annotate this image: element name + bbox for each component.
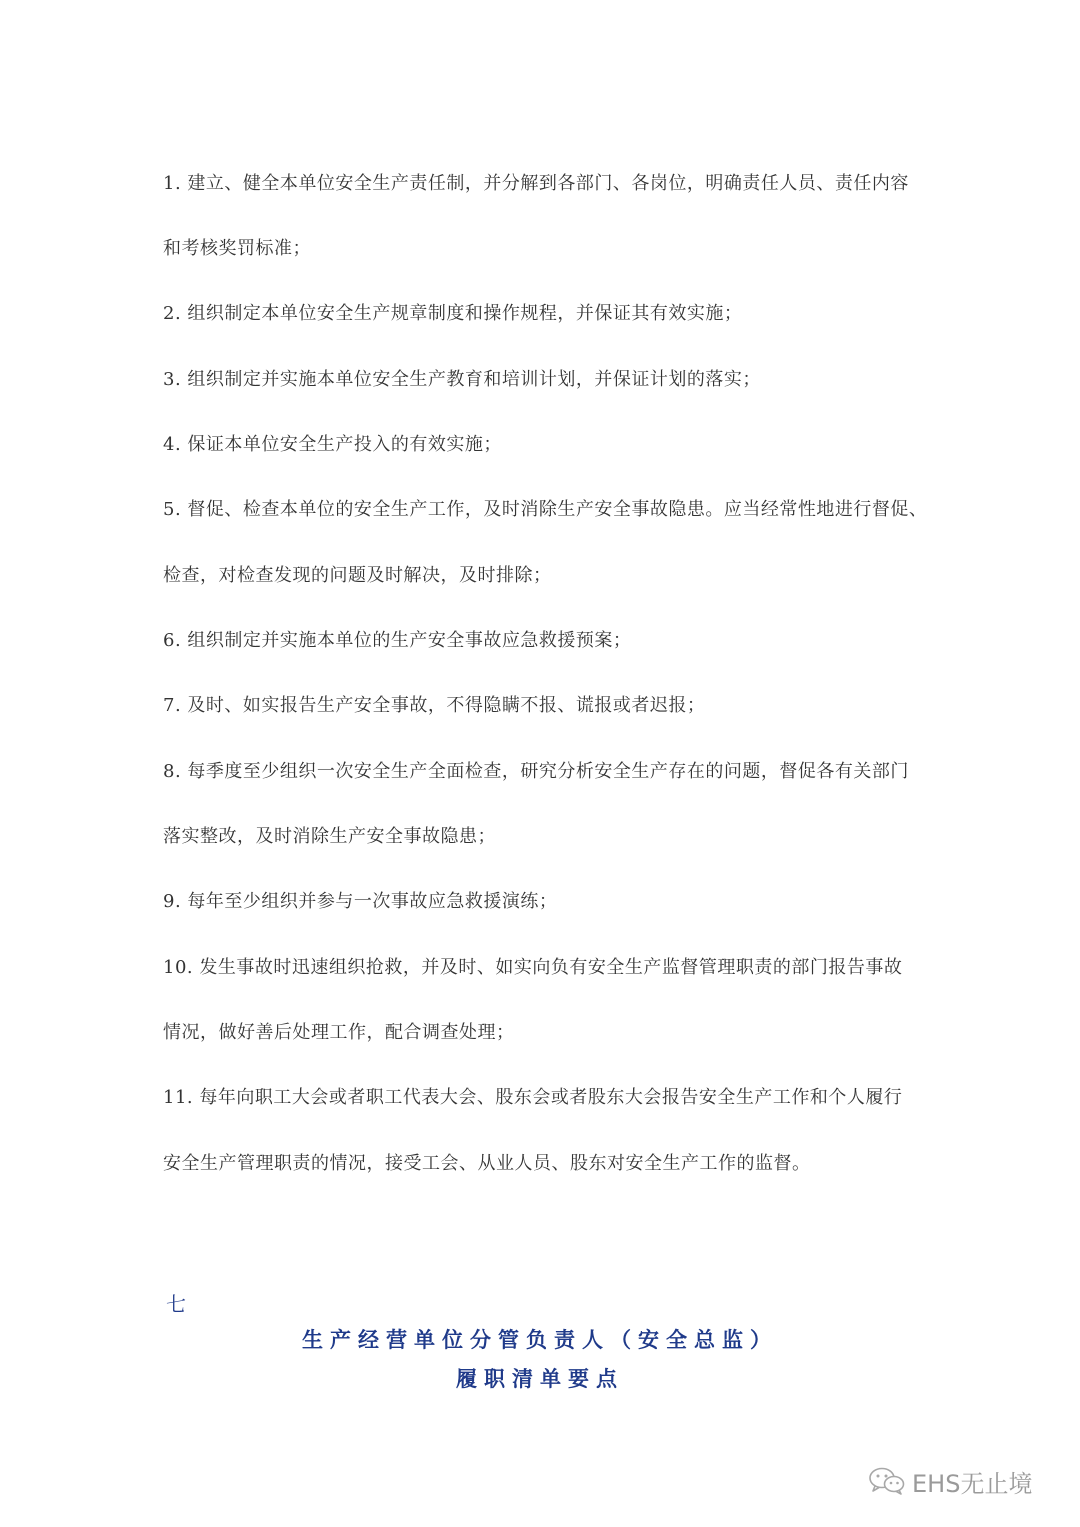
duty-item-8-line-1: 8. 每季度至少组织一次安全生产全面检查，研究分析安全生产存在的问题，督促各有关部门 bbox=[163, 761, 909, 782]
duty-item-2: 2. 组织制定本单位安全生产规章制度和操作规程，并保证其有效实施； bbox=[163, 303, 743, 324]
duty-item-10-line-1: 10. 发生事故时迅速组织抢救，并及时、如实向负有安全生产监督管理职责的部门报告事故 bbox=[163, 957, 903, 978]
wechat-icon bbox=[868, 1466, 906, 1496]
duty-item-3: 3. 组织制定并实施本单位安全生产教育和培训计划，并保证计划的落实； bbox=[163, 369, 761, 390]
duty-item-9: 9. 每年至少组织并参与一次事故应急救援演练； bbox=[163, 891, 558, 912]
duty-item-7: 7. 及时、如实报告生产安全事故，不得隐瞒不报、谎报或者迟报； bbox=[163, 695, 706, 716]
section-number: 七 bbox=[166, 1292, 186, 1316]
watermark-text: EHS无止境 bbox=[912, 1469, 1033, 1498]
duty-item-11-line-1: 11. 每年向职工大会或者职工代表大会、股东会或者股东大会报告安全生产工作和个人履行 bbox=[163, 1087, 903, 1108]
section-title-line-1: 生产经营单位分管负责人（安全总监） bbox=[302, 1327, 778, 1352]
duty-item-1-line-1: 1. 建立、健全本单位安全生产责任制，并分解到各部门、各岗位，明确责任人员、责任内容 bbox=[163, 173, 909, 194]
duty-item-4: 4. 保证本单位安全生产投入的有效实施； bbox=[163, 434, 502, 455]
duty-item-10-line-2: 情况，做好善后处理工作，配合调查处理； bbox=[163, 1022, 515, 1043]
duty-item-6: 6. 组织制定并实施本单位的生产安全事故应急救援预案； bbox=[163, 630, 632, 651]
duty-item-5-line-2: 检查，对检查发现的问题及时解决，及时排除； bbox=[163, 565, 552, 586]
section-title-line-2: 履职清单要点 bbox=[456, 1366, 624, 1391]
duty-item-5-line-1: 5. 督促、检查本单位的安全生产工作，及时消除生产安全事故隐患。应当经常性地进行督促、 bbox=[163, 499, 928, 520]
duty-item-8-line-2: 落实整改，及时消除生产安全事故隐患； bbox=[163, 826, 496, 847]
watermark bbox=[868, 1466, 1032, 1496]
duty-item-11-line-2: 安全生产管理职责的情况，接受工会、从业人员、股东对安全生产工作的监督。 bbox=[163, 1153, 811, 1174]
duty-item-1-line-2: 和考核奖罚标准； bbox=[163, 238, 311, 259]
